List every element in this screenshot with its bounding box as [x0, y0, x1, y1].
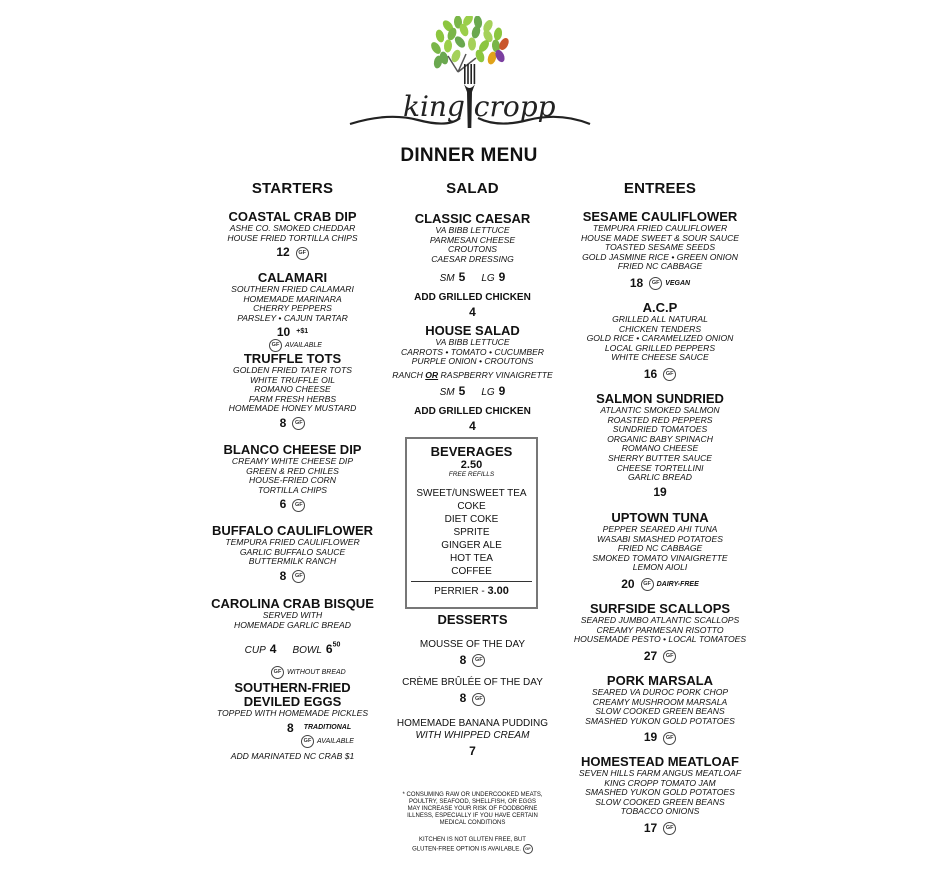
- starters-heading: STARTERS: [251, 180, 334, 197]
- add-chicken-label: ADD GRILLED CHICKEN: [414, 292, 531, 304]
- item-desc: ASHE CO. SMOKED CHEDDAR HOUSE FRIED TORTILLA CHIPS: [227, 223, 358, 243]
- gluten-free-icon: GF: [292, 570, 305, 583]
- menu-item: HOMEMADE BANANA PUDDING WITH WHIPPED CREAM 7: [396, 717, 549, 758]
- item-name: BUFFALO CAULIFLOWER: [211, 523, 374, 538]
- gluten-free-icon: GF: [663, 822, 676, 835]
- gluten-free-icon: GF: [663, 650, 676, 663]
- item-price: 12 GF: [205, 245, 380, 259]
- menu-item: MOUSSE OF THE DAY 8 GF: [419, 639, 526, 667]
- salad-sizes: SM 5 LG 9: [439, 270, 506, 285]
- item-name: BLANCO CHEESE DIP: [223, 442, 362, 457]
- gluten-free-icon: GF: [472, 693, 485, 706]
- menu-item: CAROLINA CRAB BISQUE SERVED WITH HOMEMADE GARLIC BREAD CUP 4 BOWL $6^{50}$ GF WITHOUT BREAD: [205, 597, 380, 682]
- item-name-line2: DEVILED EGGS: [243, 694, 342, 709]
- item-price: 8 GF: [205, 569, 380, 583]
- item-desc: PEPPER SEARED AHI TUNA WASABI SMASHED POTATOES FRIED NC CABBAGE SMOKED TOMATO VINAIGRETTE LEMON AIOLI: [592, 524, 728, 573]
- menu-item: [560, 674, 760, 745]
- add-chicken-price: 4: [469, 305, 476, 320]
- item-name: PORK MARSALA: [606, 673, 714, 688]
- starters-column: [205, 180, 380, 761]
- list-item: COFFEE: [451, 566, 492, 577]
- item-price: 8 GF: [205, 416, 380, 430]
- item-desc: TEMPURA FRIED CAULIFLOWER GARLIC BUFFALO SAUCE BUTTERMILK RANCH: [225, 537, 360, 567]
- gluten-free-icon: GF: [301, 735, 314, 748]
- menu-item: [560, 301, 760, 381]
- gluten-free-icon: GF: [663, 368, 676, 381]
- gluten-free-icon: GF: [271, 666, 284, 679]
- disclaimer: * CONSUMING RAW OR UNDERCOOKED MEATS, POULTRY, SEAFOOD, SHELLFISH, OR EGGS MAY INCREASE YOUR RISK OF FOODBORNE ILLNESS, ESPECIALLY IF YOU HAVE CERTAIN MEDICAL CONDITIONS KITCHEN IS NOT GLUTEN FREE, BUT GLUTEN-FREE OPTION IS AVAILABLE. GF: [402, 792, 543, 853]
- menu-item: [205, 352, 380, 430]
- item-name: SURFSIDE SCALLOPS: [589, 601, 731, 616]
- menu-item: [205, 210, 380, 260]
- gluten-free-icon: GF: [292, 417, 305, 430]
- gluten-free-icon: GF: [649, 277, 662, 290]
- bisque-prices: CUP 4 BOWL $6^{50}$: [244, 641, 341, 657]
- item-desc: VA BIBB LETTUCE PARMESAN CHEESE CROUTONS CAESAR DRESSING: [429, 225, 516, 264]
- list-item: COKE: [457, 501, 486, 512]
- leaf-icon: [444, 39, 453, 53]
- dressing-options: RANCH OR RASPBERRY VINAIGRETTE: [392, 369, 553, 380]
- item-name: CAROLINA CRAB BISQUE: [211, 596, 374, 611]
- item-name: COASTAL CRAB DIP: [228, 209, 357, 224]
- menu-item: [205, 524, 380, 583]
- item-price: 17 GF: [560, 821, 760, 835]
- logo-wordmark: king cropp: [403, 90, 556, 123]
- item-desc: SOUTHERN FRIED CALAMARI HOMEMADE MARINARA CHERRY PEPPERS PARSLEY • CAJUN TARTAR: [231, 284, 354, 323]
- leaf-icon: [434, 29, 445, 44]
- item-desc: SERVED WITH HOMEMADE GARLIC BREAD: [234, 610, 351, 630]
- item-price: 27 GF: [560, 649, 760, 663]
- salad-column: [390, 180, 555, 853]
- salad-heading: SALAD: [446, 180, 499, 197]
- item-name: SESAME CAULIFLOWER: [582, 209, 738, 224]
- menu-item: [560, 210, 760, 291]
- item-name: HOUSE SALAD: [425, 323, 520, 338]
- king-cropp-logo: [348, 16, 592, 136]
- add-crab-note: ADD MARINATED NC CRAB $1: [230, 751, 355, 761]
- menu-item: CALAMARI SOUTHERN FRIED CALAMARI HOMEMADE MARINARA CHERRY PEPPERS PARSLEY • CAJUN TARTAR 10 $^{+\$1}$ GF AVAILABLE: [205, 271, 380, 354]
- beverage-list: [407, 487, 536, 578]
- item-desc: VA BIBB LETTUCE CARROTS • TOMATO • CUCUMBER PURPLE ONION • CROUTONS: [400, 337, 545, 367]
- item-desc: SEVEN HILLS FARM ANGUS MEATLOAF KING CROPP TOMATO JAM SMASHED YUKON GOLD POTATOES SLOW COOKED GREEN BEANS TOBACCO ONIONS: [578, 768, 742, 817]
- item-desc: SEARED VA DUROC PORK CHOP CREAMY MUSHROOM MARSALA SLOW COOKED GREEN BEANS SMASHED YUKON GOLD POTATOES: [585, 687, 735, 726]
- entrees-column: [560, 180, 760, 835]
- menu-item: [560, 755, 760, 835]
- item-price: 20 GF DAIRY-FREE: [621, 576, 699, 591]
- item-name: CALAMARI: [257, 270, 328, 285]
- add-chicken-price: 4: [469, 419, 476, 434]
- perrier-line: PERRIER - 3.00: [434, 585, 509, 597]
- list-item: HOT TEA: [450, 553, 493, 564]
- desserts-heading: DESSERTS: [437, 612, 508, 627]
- item-desc: TEMPURA FRIED CAULIFLOWER HOUSE MADE SWEET & SOUR SAUCE TOASTED SESAME SEEDS GOLD JASMINE RICE • GREEN ONION FRIED NC CABBAGE: [580, 223, 740, 272]
- free-refills-note: FREE REFILLS: [448, 471, 495, 478]
- item-name: A.C.P: [642, 300, 678, 315]
- gluten-free-icon: GF: [269, 339, 282, 352]
- leaf-icon: [468, 37, 476, 50]
- item-desc: ATLANTIC SMOKED SALMON ROASTED RED PEPPERS SUNDRIED TOMATOES ORGANIC BABY SPINACH ROMANO CHEESE SHERRY BUTTER SAUCE CHEESE TORTELLINI GARLIC BREAD: [600, 405, 720, 483]
- item-desc: GOLDEN FRIED TATER TOTS WHITE TRUFFLE OIL ROMANO CHEESE FARM FRESH HERBS HOMEMADE HONEY MUSTARD: [228, 365, 357, 414]
- menu-item: [560, 392, 760, 499]
- gluten-free-icon: GF: [641, 578, 654, 591]
- gluten-free-icon: GF: [663, 732, 676, 745]
- item-name: SOUTHERN-FRIED: [234, 680, 351, 695]
- menu-item: [205, 443, 380, 512]
- gluten-free-icon: GF: [292, 499, 305, 512]
- item-price: 19 GF: [560, 730, 760, 744]
- divider: [411, 581, 532, 582]
- item-price: 18 GF VEGAN: [629, 275, 691, 290]
- item-price: 10 $^{+\$1}$: [276, 325, 309, 340]
- item-desc: CREAMY WHITE CHEESE DIP GREEN & RED CHILES HOUSE-FRIED CORN TORTILLA CHIPS: [231, 456, 354, 495]
- item-name: TRUFFLE TOTS: [243, 351, 342, 366]
- menu-item: [390, 324, 555, 433]
- item-desc: SEARED JUMBO ATLANTIC SCALLOPS CREAMY PARMESAN RISOTTO HOUSEMADE PESTO • LOCAL TOMATOES: [573, 615, 747, 645]
- item-name: UPTOWN TUNA: [611, 510, 709, 525]
- menu-title: DINNER MENU: [400, 145, 538, 166]
- list-item: SWEET/UNSWEET TEA: [416, 488, 527, 499]
- list-item: DIET COKE: [444, 514, 499, 525]
- leaf-icon: [493, 27, 503, 41]
- gluten-free-icon: GF: [472, 654, 485, 667]
- menu-item: [560, 511, 760, 592]
- desserts-section: [390, 613, 555, 758]
- menu-item: [390, 212, 555, 319]
- menu-item: CRÈME BRÛLÉE OF THE DAY 8 GF: [402, 677, 543, 706]
- item-name: SALMON SUNDRIED: [596, 391, 724, 406]
- tree-fork-logo-icon: [348, 16, 592, 136]
- item-desc: TOPPED WITH HOMEMADE PICKLES: [216, 708, 369, 718]
- entrees-heading: ENTREES: [623, 180, 697, 197]
- item-price: 8 TRADITIONAL: [287, 720, 352, 735]
- list-item: SPRITE: [453, 527, 490, 538]
- item-desc: GRILLED ALL NATURAL CHICKEN TENDERS GOLD RICE • CARAMELIZED ONION LOCAL GRILLED PEPPERS WHITE CHEESE SAUCE: [586, 314, 734, 363]
- gluten-free-icon: GF: [523, 844, 533, 854]
- list-item: GINGER ALE: [441, 540, 502, 551]
- beverages-box: [405, 437, 538, 609]
- salad-sizes: SM 5 LG 9: [439, 384, 506, 399]
- gluten-free-icon: GF: [296, 247, 309, 260]
- menu-item: [560, 602, 760, 663]
- item-price: 6 GF: [205, 497, 380, 511]
- item-price: 19: [653, 484, 667, 499]
- menu-item: SOUTHERN-FRIED DEVILED EGGS TOPPED WITH HOMEMADE PICKLES 8 TRADITIONAL GF AVAILABLE: [205, 681, 380, 750]
- add-chicken-label: ADD GRILLED CHICKEN: [414, 406, 531, 418]
- item-price: 16 GF: [560, 367, 760, 381]
- beverages-price: 2.50: [460, 459, 483, 471]
- beverages-heading: BEVERAGES: [430, 444, 513, 459]
- item-name: HOMESTEAD MEATLOAF: [581, 754, 739, 769]
- item-name: CLASSIC CAESAR: [414, 211, 531, 226]
